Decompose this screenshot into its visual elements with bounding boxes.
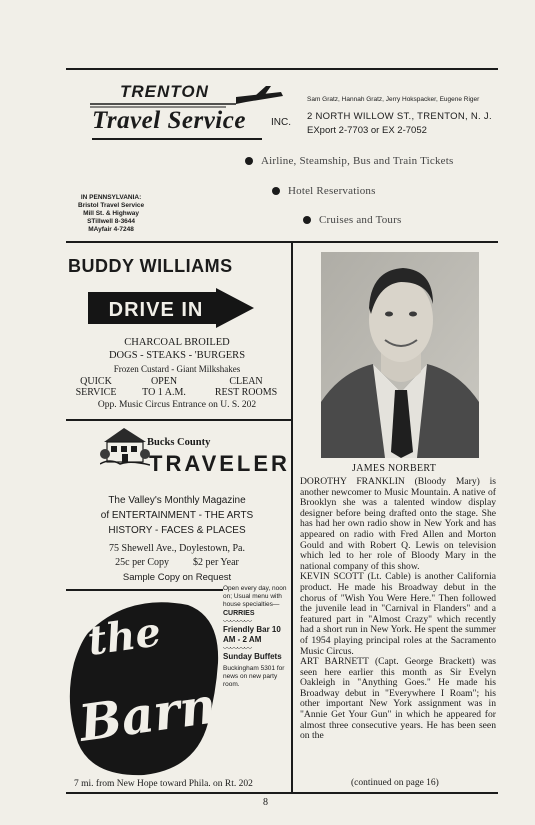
- ad-divider-1: [66, 419, 291, 421]
- trenton-phone: EXport 2-7703 or EX 2-7052: [307, 125, 427, 136]
- section-rule: [66, 241, 498, 243]
- trenton-logo-script: Travel Service: [92, 107, 246, 134]
- buddy-charcoal: CHARCOAL BROILED: [124, 337, 230, 348]
- trenton-logo-top: TRENTON: [120, 82, 209, 101]
- page-number: 8: [263, 797, 268, 808]
- barn-details: Open every day, noon on; Usual menu with house specialties— CURRIES 〰〰〰〰 Friendly Bar 10 AM - 2 AM 〰〰〰〰 Sunday Buffets Buckingham 5301 for news on new party room.: [223, 585, 289, 689]
- pennsylvania-office: IN PENNSYLVANIA: Bristol Travel Service Mill St. & Highway STillwell 8-3644 MAyfair 4-7248: [78, 194, 145, 233]
- bucks-history: HISTORY - FACES & PLACES: [108, 525, 246, 536]
- barn-directions: 7 mi. from New Hope toward Phila. on Rt. 202: [74, 779, 253, 789]
- buddy-williams-title: BUDDY WILLIAMS: [68, 256, 233, 276]
- barn-logo: [68, 593, 222, 777]
- buddy-custard: Frozen Custard - Giant Milkshakes: [113, 364, 241, 374]
- bucks-prices: 25c per Copy $2 per Year: [115, 557, 239, 568]
- wave-divider: 〰〰〰〰: [223, 644, 251, 653]
- trenton-names: Sam Gratz, Hannah Gratz, Jerry Hokspacker, Eugene Riger: [307, 96, 480, 103]
- portrait-photo: [321, 252, 479, 458]
- cast-article: [300, 477, 496, 742]
- top-rule: [66, 68, 498, 70]
- svg-text:the: the: [84, 608, 164, 665]
- bottom-rule: [66, 792, 498, 794]
- drive-in-arrow: [88, 288, 256, 328]
- service-cruises: Cruises and Tours: [303, 214, 401, 226]
- bullet-icon: [272, 187, 280, 195]
- trenton-address: 2 NORTH WILLOW ST., TRENTON, N. J.: [307, 111, 492, 122]
- bucks-address: 75 Shewell Ave., Doylestown, Pa.: [109, 543, 245, 554]
- buddy-location: Opp. Music Circus Entrance on U. S. 202: [97, 400, 257, 410]
- buddy-features: QUICK OPEN CLEAN SERVICE TO 1 A.M. REST ROOMS: [75, 376, 278, 398]
- paragraph-scott: KEVIN SCOTT (Lt. Cable) is another California product. He made his Broadway debut in the chorus of "Wish You Were Here." Then followed the juvenile lead in "Carnival in Flanders" and a featured part in "Almost Crazy" which recently had a short run in New York. He spent the summer of 1954 playing principal roles at the Sacramento Music Circus.: [300, 571, 496, 657]
- service-hotel: Hotel Reservations: [272, 185, 376, 197]
- logo-underline: [92, 138, 262, 140]
- continued-note: (continued on page 16): [351, 778, 439, 788]
- column-divider: [291, 242, 293, 792]
- house-illustration: [100, 424, 150, 468]
- drive-in-text: DRIVE IN: [108, 299, 204, 321]
- bullet-icon: [303, 216, 311, 224]
- service-airline: Airline, Steamship, Bus and Train Tickets: [245, 155, 453, 167]
- bucks-entertainment: of ENTERTAINMENT - THE ARTS: [100, 510, 254, 521]
- buddy-menu: DOGS - STEAKS - 'BURGERS: [108, 350, 246, 361]
- paragraph-franklin: DOROTHY FRANKLIN (Bloody Mary) is another newcomer to Music Mountain. A native of Brooklyn she was a talented window display designer before being drafted onto the stage. She has had her own radio show in New York and has appeared on radio with Fred Allen and Morton Gould and with Robert Q. Lewis on television which led to her role of Bloody Mary in the national company of this show.: [300, 476, 496, 572]
- traveler-title: TRAVELER: [149, 451, 290, 476]
- trenton-inc: INC.: [271, 117, 291, 128]
- ad-divider-2: [66, 589, 223, 591]
- paragraph-barnett: ART BARNETT (Capt. George Brackett) was seen here earlier this month as Sir Evelyn Oakleigh in "Anything Goes." He made his Broadway debut in "Everywhere I Roam"; his other important New York assignment was in "Annie Get Your Gun" in which he appeared for almost three consecutive years. He has been seen on the: [300, 656, 496, 742]
- bucks-tagline: The Valley's Monthly Magazine: [108, 495, 246, 506]
- wave-divider: 〰〰〰〰: [223, 617, 251, 626]
- photo-caption: JAMES NORBERT: [352, 463, 437, 474]
- bucks-county-label: Bucks County: [147, 437, 211, 448]
- bucks-sample: Sample Copy on Request: [122, 572, 232, 583]
- svg-text:Barn: Barn: [75, 675, 220, 753]
- bullet-icon: [245, 157, 253, 165]
